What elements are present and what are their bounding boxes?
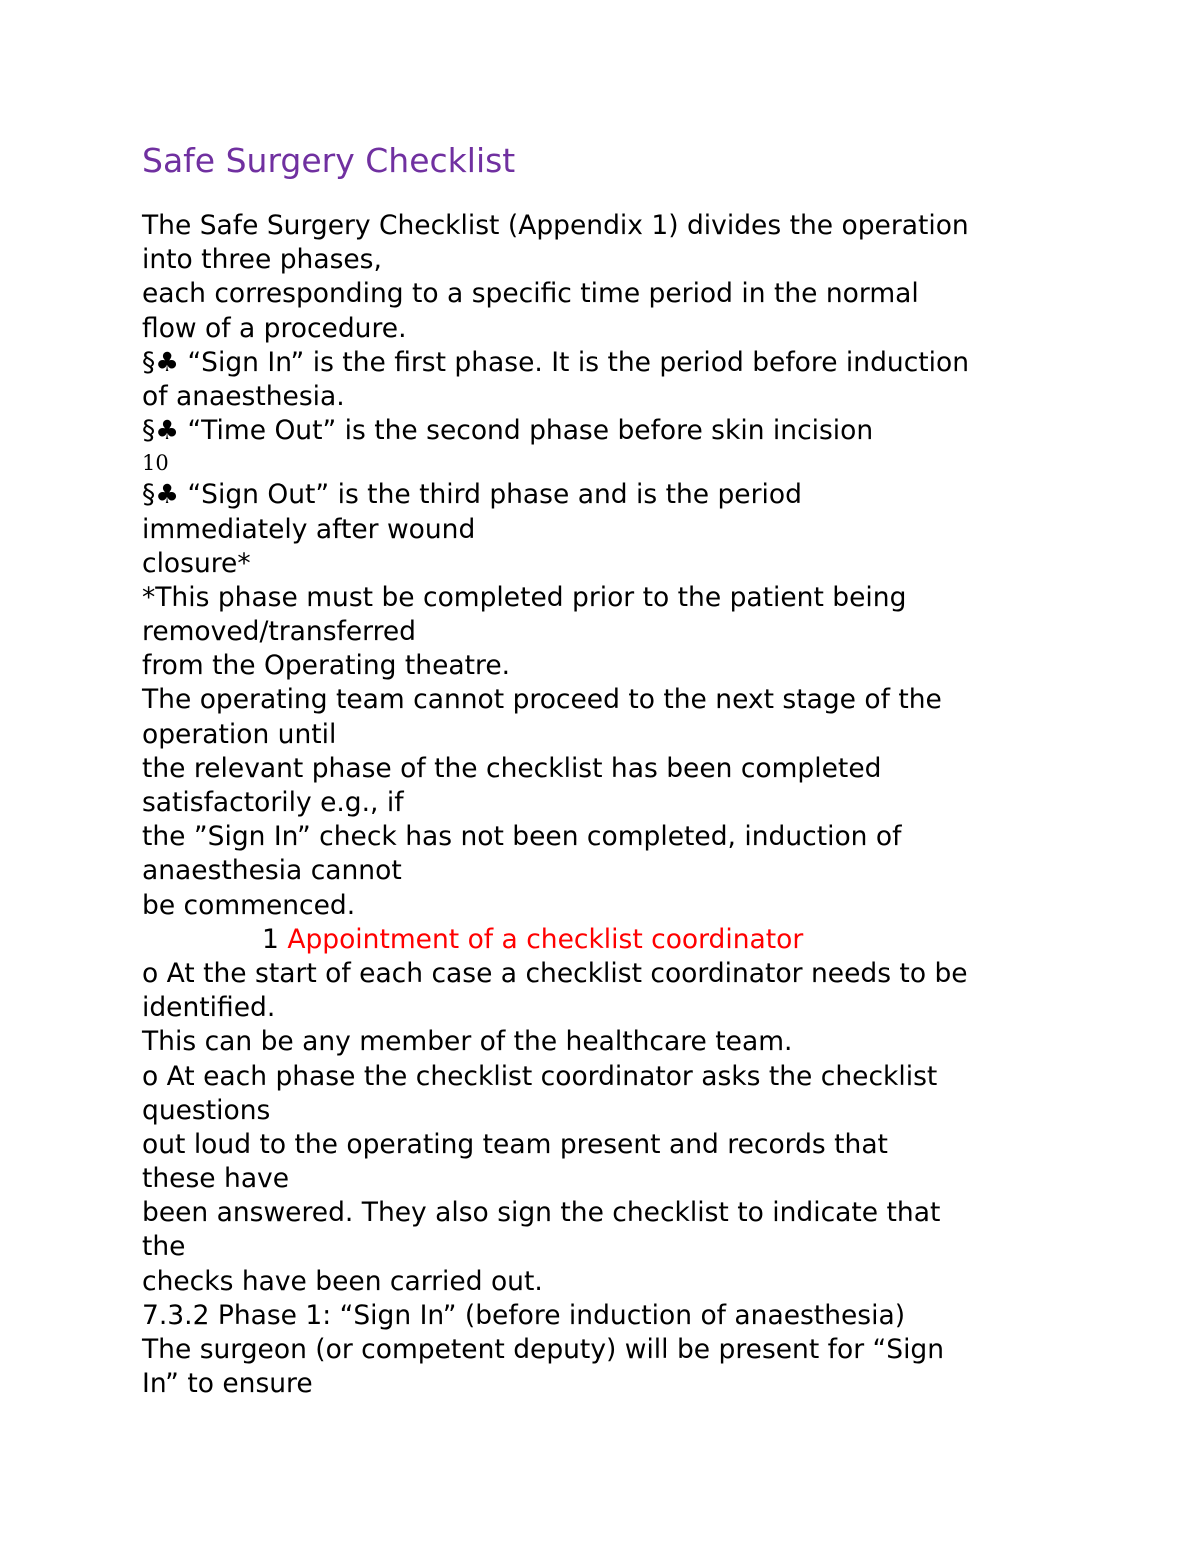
bullet-text: “Sign Out” is the third phase and is the period (179, 479, 802, 511)
bullet-text: “Time Out” is the second phase before skin incision (179, 415, 874, 447)
paragraph-line: This can be any member of the healthcare team. (142, 1026, 793, 1058)
paragraph-line: each corresponding to a specific time period in the normal (142, 278, 919, 310)
paragraph-line: o At the start of each case a checklist coordinator needs to be (142, 957, 968, 989)
paragraph-line: identified. (142, 992, 276, 1024)
paragraph-line: from the Operating theatre. (142, 650, 511, 682)
bullet-club-icon: §♣ (142, 415, 180, 447)
bullet-item-sign-out (142, 478, 1142, 512)
bullet-continuation: closure* (142, 547, 251, 579)
bullet-continuation: immediately after wound (142, 513, 476, 545)
subsection-heading: 7.3.2 Phase 1: “Sign In” (before induction of anaesthesia) (142, 1299, 906, 1331)
document-body (142, 209, 1142, 1401)
bullet-club-icon: §♣ (142, 479, 180, 511)
paragraph-line: o At each phase the checklist coordinator asks the checklist (142, 1060, 938, 1092)
paragraph-line: operation until (142, 718, 337, 750)
paragraph-line: into three phases, (142, 244, 382, 276)
document-title: Safe Surgery Checklist (142, 141, 516, 180)
paragraph-line: satisfactorily e.g., if (142, 787, 404, 818)
bullet-club-icon: §♣ (142, 346, 180, 378)
page-number: 10 (142, 451, 169, 476)
paragraph-line: been answered. They also sign the checklist to indicate that (142, 1197, 941, 1229)
paragraph-line: The surgeon (or competent deputy) will be present for “Sign (142, 1334, 945, 1365)
bullet-continuation: of anaesthesia. (142, 380, 345, 412)
bullet-item-sign-in (142, 346, 1142, 380)
section-heading (142, 923, 1142, 957)
paragraph-line: flow of a procedure. (142, 312, 407, 344)
paragraph-line: checks have been carried out. (142, 1265, 543, 1297)
bullet-text: “Sign In” is the first phase. It is the period before induction (179, 346, 970, 378)
paragraph-line: The operating team cannot proceed to the next stage of the (142, 684, 942, 716)
paragraph-line: In” to ensure (142, 1368, 313, 1400)
paragraph-line: the (142, 1231, 186, 1263)
paragraph-line: removed/transferred (142, 616, 417, 648)
paragraph-line: questions (142, 1094, 271, 1126)
paragraph-line: be commenced. (142, 889, 356, 921)
section-title: Appointment of a checklist coordinator (287, 923, 804, 955)
paragraph-line: out loud to the operating team present and records that (142, 1128, 888, 1160)
paragraph-line: *This phase must be completed prior to the patient being (142, 581, 907, 613)
paragraph-line: anaesthesia cannot (142, 855, 402, 887)
section-number: 1 (262, 923, 279, 955)
bullet-item-time-out (142, 414, 1142, 448)
paragraph-line: the relevant phase of the checklist has been completed (142, 752, 882, 784)
paragraph-line: The Safe Surgery Checklist (Appendix 1) divides the operation (142, 210, 969, 241)
paragraph-line: the ”Sign In” check has not been completed, induction of (142, 821, 902, 853)
paragraph-line: these have (142, 1163, 290, 1195)
